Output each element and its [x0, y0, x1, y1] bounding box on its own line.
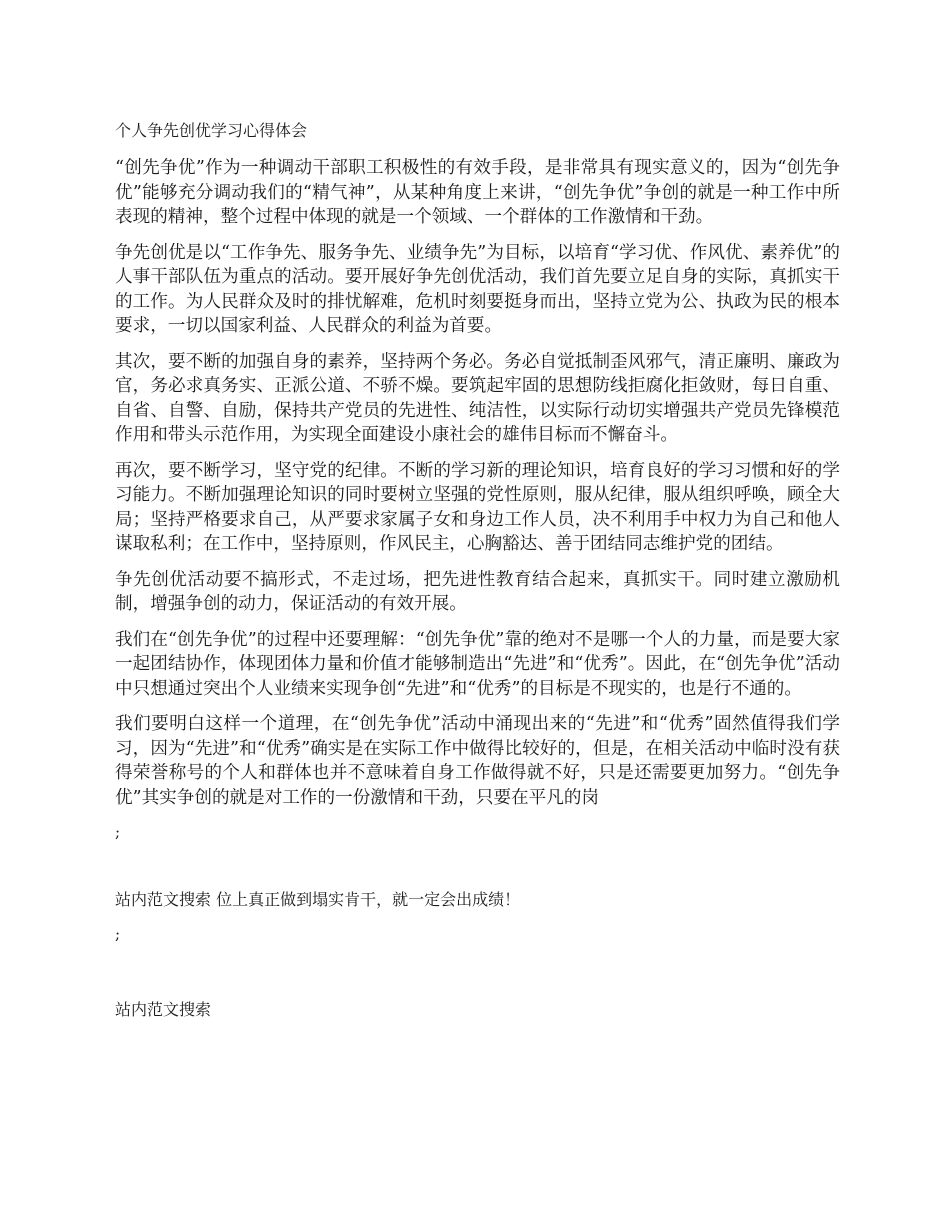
- paragraph: 我们在“创先争优”的过程中还要理解：“创先争优”靠的绝对不是哪一个人的力量，而是要大家一起团结协作，体现团体力量和价值才能够制造出“先进”和“优秀”。因此，在“创先争优”活动中只想通过突出个人业绩来实现争创“先进”和“优秀”的目标是不现实的，也是行不通的。: [115, 629, 840, 699]
- separator-semicolon: ;: [115, 925, 121, 943]
- search-link-line[interactable]: 站内范文搜索 位上真正做到塌实肯干，就一定会出成绩！: [115, 890, 521, 909]
- paragraph: “创先争优”作为一种调动干部职工积极性的有效手段，是非常具有现实意义的，因为“创先争优”能够充分调动我们的“精气神”，从某种角度上来讲，“创先争优”争创的就是一种工作中所表现的精神，整个过程中体现的就是一个领域、一个群体的工作激情和干劲。: [115, 158, 840, 227]
- search-link[interactable]: 站内范文搜索: [115, 1000, 212, 1019]
- paragraph: 其次，要不断的加强自身的素养，坚持两个务必。务必自觉抵制歪风邪气，清正廉明、廉政为官，务必求真务实、正派公道、不骄不燥。要筑起牢固的思想防线拒腐化拒敛财，每日自重、自省、自警、自励，保持共产党员的先进性、纯洁性，以实际行动切实增强共产党员先锋模范作用和带头示范作用，为实现全面建设小康社会的雄伟目标而不懈奋斗。: [115, 351, 840, 445]
- spacer: [115, 944, 840, 998]
- paragraph: 我们要明白这样一个道理，在“创先争优”活动中涌现出来的“先进”和“优秀”固然值得我们学习，因为“先进”和“优秀”确实是在实际工作中做得比较好的，但是，在相关活动中临时没有获得荣誉称号的个人和群体也并不意味着自身工作做得就不好，只是还需要更加努力。“创先争优”其实争创的就是对工作的一份激情和干劲，只要在平凡的岗: [115, 714, 840, 808]
- paragraph: 再次，要不断学习，坚守党的纪律。不断的学习新的理论知识，培育良好的学习习惯和好的学习能力。不断加强理论知识的同时要树立坚强的党性原则，服从纪律，服从组织呼唤，顾全大局；坚持严格要求自己，从严要求家属子女和身边工作人员，决不利用手中权力为自己和他人谋取私利；在工作中，坚持原则，作风民主，心胸豁达、善于团结同志维护党的团结。: [115, 460, 840, 554]
- spacer: [115, 842, 840, 888]
- separator-semicolon: ;: [115, 823, 121, 841]
- document-page: [115, 118, 840, 1022]
- document-title: 个人争先创优学习心得体会: [115, 121, 308, 140]
- paragraph: 争先创优活动要不搞形式，不走过场，把先进性教育结合起来，真抓实干。同时建立激励机制，增强争创的动力，保证活动的有效开展。: [115, 569, 840, 614]
- paragraph: 争先创优是以“工作争先、服务争先、业绩争先”为目标，以培育“学习优、作风优、素养优”的人事干部队伍为重点的活动。要开展好争先创优活动，我们首先要立足自身的实际，真抓实干的工作。为人民群众及时的排忧解难，危机时刻要挺身而出，坚持立党为公、执政为民的根本要求，一切以国家利益、人民群众的利益为首要。: [115, 242, 840, 336]
